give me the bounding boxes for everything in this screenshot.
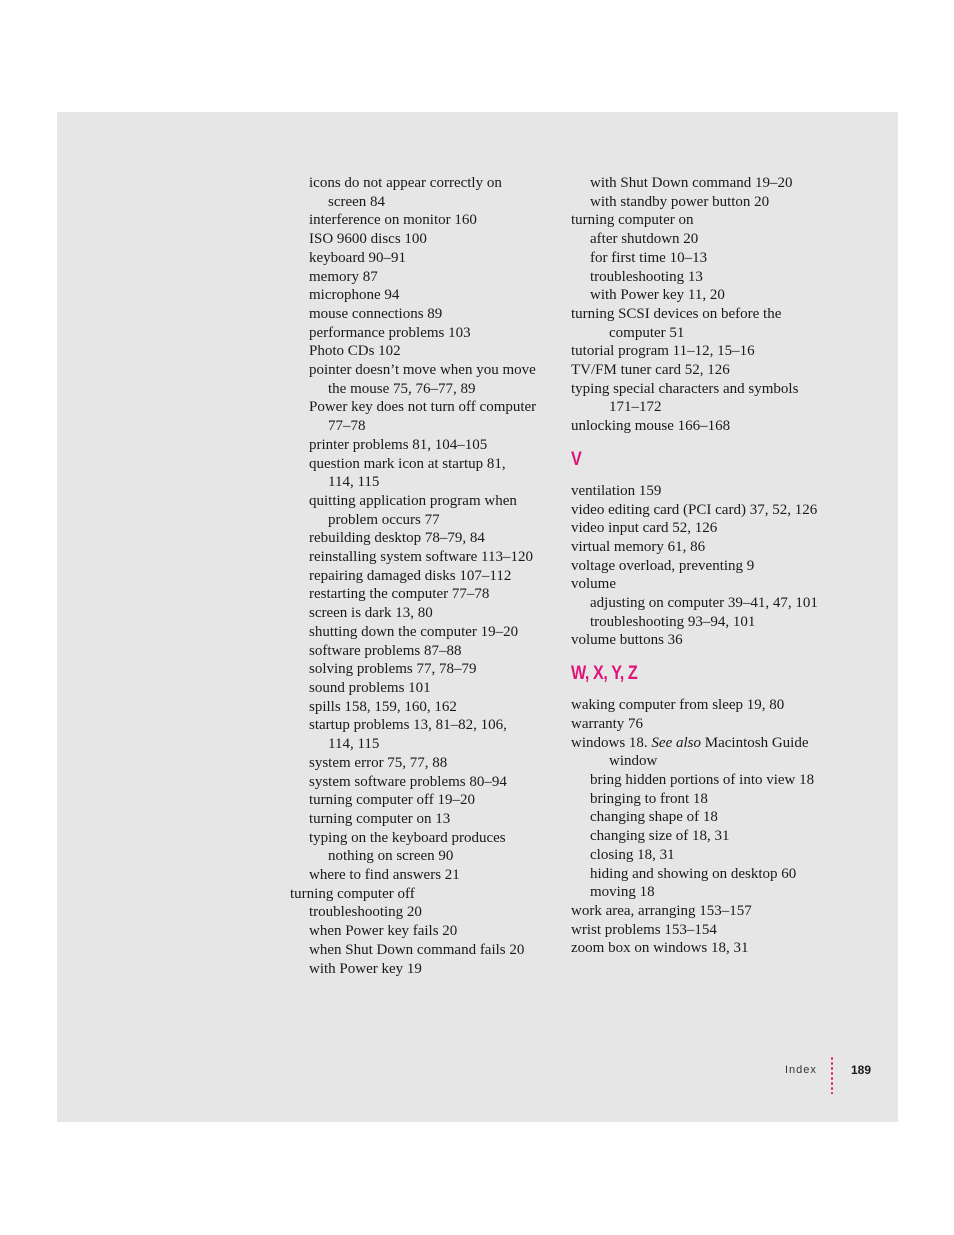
index-entry: turning computer on 13 (309, 810, 451, 827)
index-entry: Power key does not turn off computer (309, 399, 537, 416)
index-column-left (290, 174, 555, 978)
index-entry-continuation: 77–78 (328, 418, 366, 435)
index-entry: icons do not appear correctly on (309, 175, 502, 191)
index-entry-continuation: 171–172 (609, 399, 662, 416)
index-entry: adjusting on computer 39–41, 47, 101 (590, 595, 818, 612)
index-entry: pointer doesn’t move when you move (309, 362, 536, 379)
cross-reference: See also (651, 734, 701, 751)
index-entry: troubleshooting 20 (309, 904, 422, 921)
index-entry: waking computer from sleep 19, 80 (571, 697, 785, 714)
index-entry-continuation: 114, 115 (328, 736, 380, 753)
index-entry: when Power key fails 20 (309, 923, 458, 940)
index-entry: work area, arranging 153–157 (571, 902, 752, 919)
index-entry: reinstalling system software 113–120 (309, 549, 533, 566)
index-entry-continuation: problem occurs 77 (328, 511, 440, 528)
index-entry: virtual memory 61, 86 (571, 538, 706, 555)
index-entry: when Shut Down command fails 20 (309, 941, 525, 958)
index-entry: volume (571, 576, 616, 593)
index-entry: system error 75, 77, 88 (309, 754, 448, 771)
index-entry: TV/FM tuner card 52, 126 (571, 362, 730, 379)
index-entry: where to find answers 21 (309, 867, 460, 884)
index-entry: performance problems 103 (309, 324, 471, 341)
footer-section-label: Index (785, 1064, 817, 1076)
index-entry-continuation: 114, 115 (328, 474, 380, 491)
index-column-right (571, 174, 851, 958)
index-entry-continuation: computer 51 (609, 324, 685, 341)
index-entry: tutorial program 11–12, 15–16 (571, 343, 755, 360)
index-entry: changing size of 18, 31 (590, 828, 730, 845)
index-entry: question mark icon at startup 81, (309, 455, 506, 472)
index-entry: typing on the keyboard produces (309, 829, 506, 846)
index-entry: with Power key 19 (309, 960, 422, 977)
index-entry: for first time 10–13 (590, 249, 708, 266)
index-entry: turning computer on (571, 212, 694, 229)
index-entry: video editing card (PCI card) 37, 52, 126 (571, 501, 818, 518)
footer-dotted-rule (831, 1056, 833, 1094)
index-entry: solving problems 77, 78–79 (309, 661, 477, 678)
index-group-v (571, 482, 851, 650)
index-entry: bring hidden portions of into view 18 (590, 771, 815, 788)
index-entry: software problems 87–88 (309, 642, 462, 659)
index-group-t (571, 174, 851, 436)
index-entry: ventilation 159 (571, 482, 662, 499)
index-entry: closing 18, 31 (590, 846, 675, 863)
index-entry: changing shape of 18 (590, 809, 718, 826)
index-page (57, 112, 898, 1122)
index-entry: warranty 76 (571, 715, 644, 732)
index-entry: troubleshooting 93–94, 101 (590, 613, 756, 630)
index-entry: wrist problems 153–154 (571, 921, 717, 938)
cross-reference-target: Macintosh Guide (701, 734, 809, 751)
index-entry: moving 18 (590, 884, 655, 901)
index-entry: turning SCSI devices on before the (571, 305, 782, 322)
index-entry: ISO 9600 discs 100 (309, 231, 427, 248)
index-entry: turning computer off 19–20 (309, 792, 475, 809)
index-entry: with Power key 11, 20 (590, 287, 725, 304)
index-entry: memory 87 (309, 268, 378, 285)
index-entry-continuation: the mouse 75, 76–77, 89 (328, 380, 476, 397)
index-entry: mouse connections 89 (309, 305, 443, 322)
index-entry: zoom box on windows 18, 31 (571, 940, 749, 957)
index-entry: turning computer off (290, 885, 415, 902)
index-entry: spills 158, 159, 160, 162 (309, 698, 457, 715)
index-entry: unlocking mouse 166–168 (571, 418, 731, 435)
index-entry: voltage overload, preventing 9 (571, 557, 755, 574)
index-entry-text: windows 18. (571, 734, 652, 751)
index-entry (571, 734, 851, 753)
index-entry: bringing to front 18 (590, 790, 708, 807)
index-entry: screen is dark 13, 80 (309, 605, 433, 622)
index-entry: hiding and showing on desktop 60 (590, 865, 797, 882)
page-number: 189 (851, 1063, 872, 1077)
index-entry: volume buttons 36 (571, 632, 683, 649)
index-entry: rebuilding desktop 78–79, 84 (309, 530, 485, 547)
index-entry: microphone 94 (309, 287, 400, 304)
index-entry-continuation: window (609, 753, 658, 770)
index-entry: repairing damaged disks 107–112 (309, 567, 512, 584)
index-entry: startup problems 13, 81–82, 106, (309, 717, 507, 734)
index-entry: quitting application program when (309, 492, 517, 509)
index-group-wxyz (571, 696, 851, 958)
index-entry-continuation: nothing on screen 90 (328, 848, 454, 865)
index-entry: video input card 52, 126 (571, 520, 718, 537)
index-entry: interference on monitor 160 (309, 212, 477, 229)
index-entry: keyboard 90–91 (309, 249, 407, 266)
index-entry: sound problems 101 (309, 679, 431, 696)
index-entry: with Shut Down command 19–20 (590, 175, 793, 191)
index-entry: restarting the computer 77–78 (309, 586, 490, 603)
index-entry: system software problems 80–94 (309, 773, 507, 790)
index-entry: shutting down the computer 19–20 (309, 623, 519, 640)
index-entry: typing special characters and symbols (571, 380, 799, 397)
index-entry: Photo CDs 102 (309, 343, 401, 360)
index-entry: after shutdown 20 (590, 231, 699, 248)
section-heading-wxyz: W, X, Y, Z (571, 663, 638, 685)
index-entry: with standby power button 20 (590, 193, 770, 210)
section-heading-v: V (571, 448, 582, 470)
index-entry-continuation: screen 84 (328, 193, 386, 210)
index-entry: printer problems 81, 104–105 (309, 436, 488, 453)
index-entry: troubleshooting 13 (590, 268, 703, 285)
